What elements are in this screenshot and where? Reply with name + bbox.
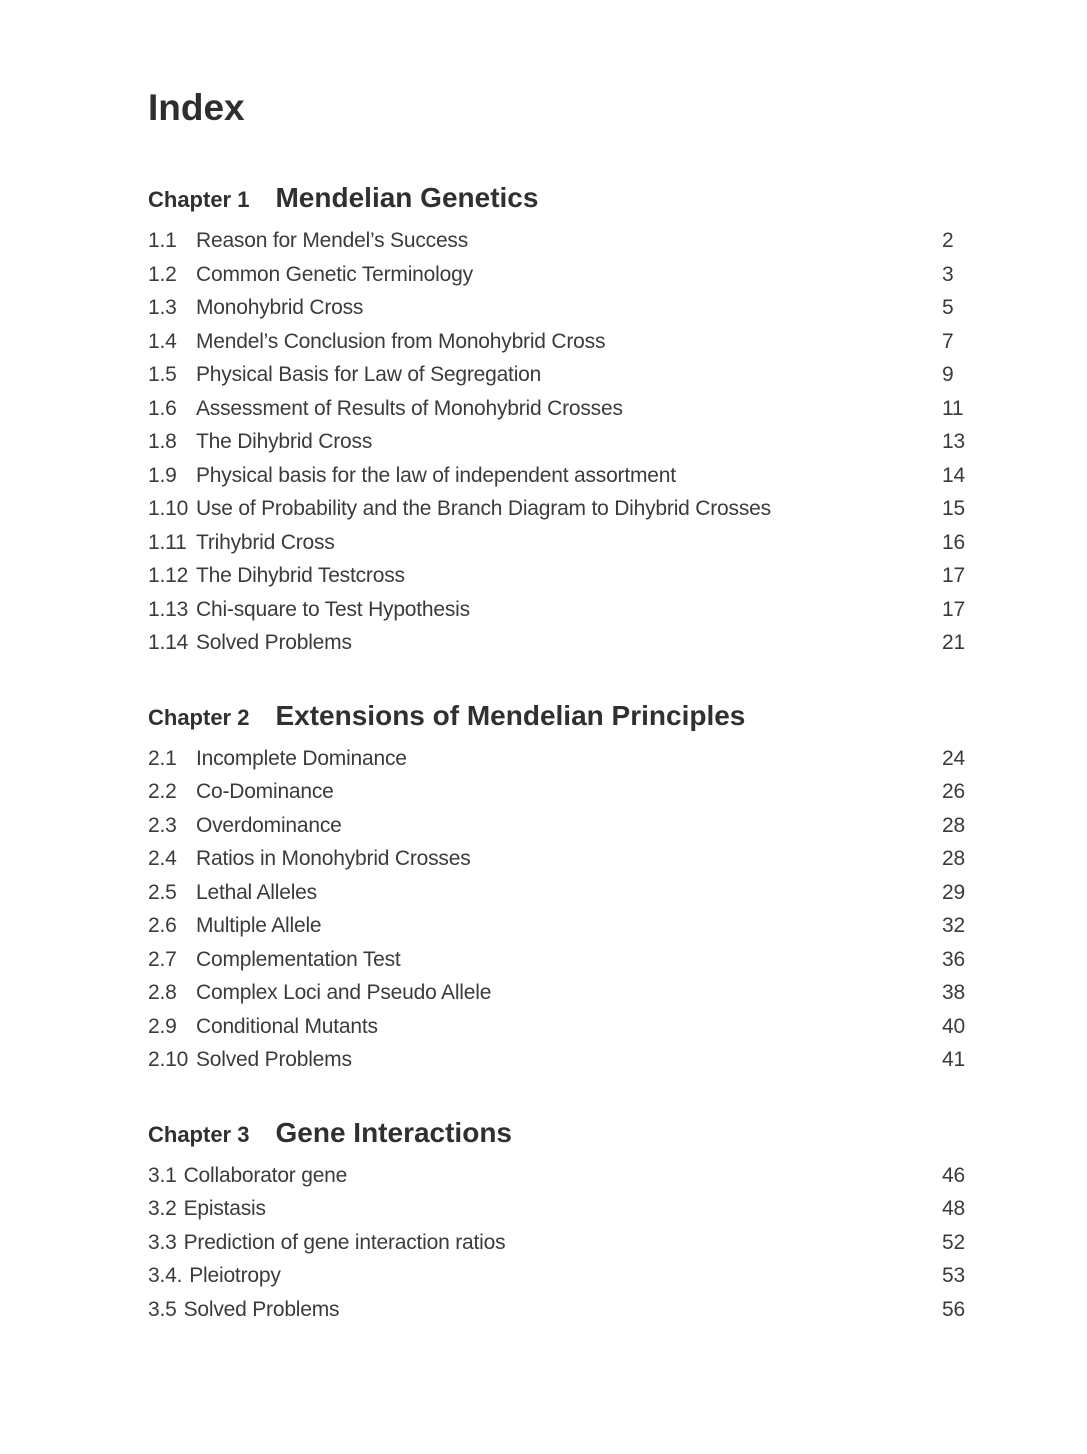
toc-entry-title: Lethal Alleles <box>196 880 317 904</box>
toc-entry <box>148 876 968 910</box>
toc-entry <box>148 626 968 660</box>
toc-entry-title: Solved Problems <box>183 1297 340 1321</box>
toc-entry-page: 11 <box>942 396 964 420</box>
toc-entry-title: Overdominance <box>196 813 342 837</box>
toc-entry-title: Ratios in Monohybrid Crosses <box>196 847 471 870</box>
toc-entry <box>148 1259 968 1293</box>
toc-entry-number: 2.1 <box>148 746 177 770</box>
toc-entry <box>148 1226 968 1260</box>
toc-entry-number: 1.12 <box>148 564 189 587</box>
toc-entry <box>148 842 968 876</box>
toc-entry <box>148 1043 968 1077</box>
toc-entry-number: 1.13 <box>148 597 189 621</box>
toc-entry-title: Assessment of Results of Monohybrid Crosses <box>196 396 623 420</box>
toc-entry-number: 2.5 <box>148 880 177 904</box>
toc-entry <box>148 775 968 809</box>
toc-entry-page: 41 <box>942 1048 965 1071</box>
chapter-section <box>148 1113 968 1327</box>
chapter-entries <box>148 1159 968 1327</box>
chapter-label: Chapter 2 <box>148 704 250 730</box>
toc-entry-number: 1.14 <box>148 631 189 654</box>
page-title: Index <box>148 87 245 128</box>
toc-entry-page: 26 <box>942 780 965 803</box>
toc-entry <box>148 943 968 977</box>
toc-entry <box>148 1010 968 1044</box>
toc-entry-title: Solved Problems <box>196 1048 352 1071</box>
toc-entry-number: 3.5 <box>148 1297 177 1321</box>
toc-entry <box>148 425 968 459</box>
toc-entry-number: 1.1 <box>148 229 177 252</box>
toc-entry-title: Collaborator gene <box>183 1163 348 1187</box>
toc-entry-title: Physical basis for the law of independent assortment <box>196 463 676 487</box>
chapter-label: Chapter 3 <box>148 1121 250 1147</box>
toc-entry-number: 1.11 <box>148 530 187 554</box>
chapter-title: Extensions of Mendelian Principles <box>275 699 746 731</box>
toc-entry-number: 1.6 <box>148 396 177 420</box>
toc-entry-number: 2.7 <box>148 947 177 971</box>
chapter-section <box>148 696 968 1077</box>
toc-entry-number: 2.8 <box>148 981 177 1004</box>
toc-entry-title: Solved Problems <box>196 631 352 654</box>
toc-entry-title: Trihybrid Cross <box>196 530 335 554</box>
toc-entry <box>148 492 968 526</box>
toc-entry-page: 14 <box>942 463 965 487</box>
toc-entry-page: 46 <box>942 1163 965 1187</box>
toc-entry-page: 16 <box>942 530 965 554</box>
toc-entry-title: Complementation Test <box>196 947 401 971</box>
toc-entry-title: Epistasis <box>183 1197 266 1220</box>
toc-entry-page: 21 <box>942 631 965 654</box>
toc-entry-number: 2.9 <box>148 1014 177 1038</box>
toc-entry <box>148 224 968 258</box>
toc-entry <box>148 976 968 1010</box>
toc-entry-number: 2.10 <box>148 1048 189 1071</box>
toc-entry-title: Co-Dominance <box>196 780 334 803</box>
toc-entry-number: 3.4. <box>148 1264 183 1287</box>
toc-entry-title: Common Genetic Terminology <box>196 262 473 286</box>
toc-entry <box>148 559 968 593</box>
toc-entry-title: Incomplete Dominance <box>196 746 407 770</box>
toc-entry-page: 17 <box>942 564 965 587</box>
toc-entry-page: 3 <box>942 262 954 286</box>
toc-entry-title: Monohybrid Cross <box>196 296 364 319</box>
toc-entry-number: 1.9 <box>148 463 177 487</box>
chapter-entries <box>148 224 968 660</box>
toc-entry <box>148 459 968 493</box>
toc-entry-title: Mendel’s Conclusion from Monohybrid Cross <box>196 329 606 353</box>
toc-entry-page: 28 <box>942 813 965 837</box>
toc-entry <box>148 392 968 426</box>
toc-entry <box>148 325 968 359</box>
toc-entry <box>148 1159 968 1193</box>
toc-entry-page: 28 <box>942 847 965 870</box>
toc-entry-page: 32 <box>942 914 965 937</box>
toc-entry-number: 1.10 <box>148 497 189 520</box>
toc-entry-title: Complex Loci and Pseudo Allele <box>196 981 492 1004</box>
chapter-heading <box>148 1113 968 1158</box>
chapter-title: Mendelian Genetics <box>275 182 539 213</box>
toc-entry-title: Multiple Allele <box>196 914 322 937</box>
toc-entry-title: Prediction of gene interaction ratios <box>183 1230 506 1254</box>
toc-entry <box>148 909 968 943</box>
toc-entry-title: Reason for Mendel’s Success <box>196 229 469 252</box>
toc-entry-page: 17 <box>942 597 965 621</box>
toc-entry-page: 56 <box>942 1297 965 1321</box>
toc-entry-number: 3.3 <box>148 1230 177 1254</box>
toc-entry-page: 5 <box>942 296 954 319</box>
toc-entry-page: 7 <box>942 329 954 353</box>
toc-entry-page: 52 <box>942 1230 965 1254</box>
chapter-heading <box>148 178 968 223</box>
toc-entry-page: 13 <box>942 430 965 453</box>
toc-entry <box>148 358 968 392</box>
chapter-section <box>148 178 968 660</box>
toc-entry <box>148 1192 968 1226</box>
toc-entry-number: 2.6 <box>148 914 177 937</box>
toc-entry-page: 29 <box>942 880 965 904</box>
toc-entry-number: 1.5 <box>148 363 177 386</box>
toc-entry-number: 1.8 <box>148 430 177 453</box>
toc-entry-title: The Dihybrid Cross <box>196 430 373 453</box>
toc-entry-number: 1.3 <box>148 296 177 319</box>
toc-entry-number: 2.3 <box>148 813 177 837</box>
toc-entry-number: 1.2 <box>148 262 177 286</box>
toc-entry-title: Chi-square to Test Hypothesis <box>196 597 470 621</box>
toc-entry-page: 48 <box>942 1197 965 1220</box>
toc-entry-page: 40 <box>942 1014 965 1038</box>
toc-entry <box>148 1293 968 1327</box>
toc-entry-title: Conditional Mutants <box>196 1014 378 1038</box>
chapter-entries <box>148 742 968 1077</box>
toc-entry-number: 3.2 <box>148 1197 177 1220</box>
toc-entry-title: Physical Basis for Law of Segregation <box>196 363 542 386</box>
toc-entry <box>148 809 968 843</box>
toc-entry-page: 24 <box>942 746 965 770</box>
toc-entry-title: Use of Probability and the Branch Diagram to Dihybrid Crosses <box>196 497 771 520</box>
toc-entry-number: 2.2 <box>148 780 177 803</box>
toc-entry-number: 2.4 <box>148 847 177 870</box>
toc-entry <box>148 742 968 776</box>
toc-entry <box>148 593 968 627</box>
toc-entry-page: 2 <box>942 229 954 252</box>
toc-entry-title: The Dihybrid Testcross <box>196 564 405 587</box>
toc-entry-page: 38 <box>942 981 965 1004</box>
document-page <box>148 0 968 1326</box>
toc-entry-page: 36 <box>942 947 965 971</box>
toc-entry <box>148 291 968 325</box>
toc-entry <box>148 526 968 560</box>
chapter-label: Chapter 1 <box>148 187 250 212</box>
toc-entry-page: 15 <box>942 497 965 520</box>
toc-entry-page: 9 <box>942 363 954 386</box>
toc-entry-page: 53 <box>942 1264 965 1287</box>
chapter-title: Gene Interactions <box>275 1116 512 1148</box>
toc-sections <box>148 178 968 1326</box>
toc-entry-number: 1.4 <box>148 329 177 353</box>
chapter-heading <box>148 696 968 741</box>
toc-entry <box>148 258 968 292</box>
toc-entry-title: Pleiotropy <box>189 1264 281 1287</box>
toc-entry-number: 3.1 <box>148 1163 177 1187</box>
